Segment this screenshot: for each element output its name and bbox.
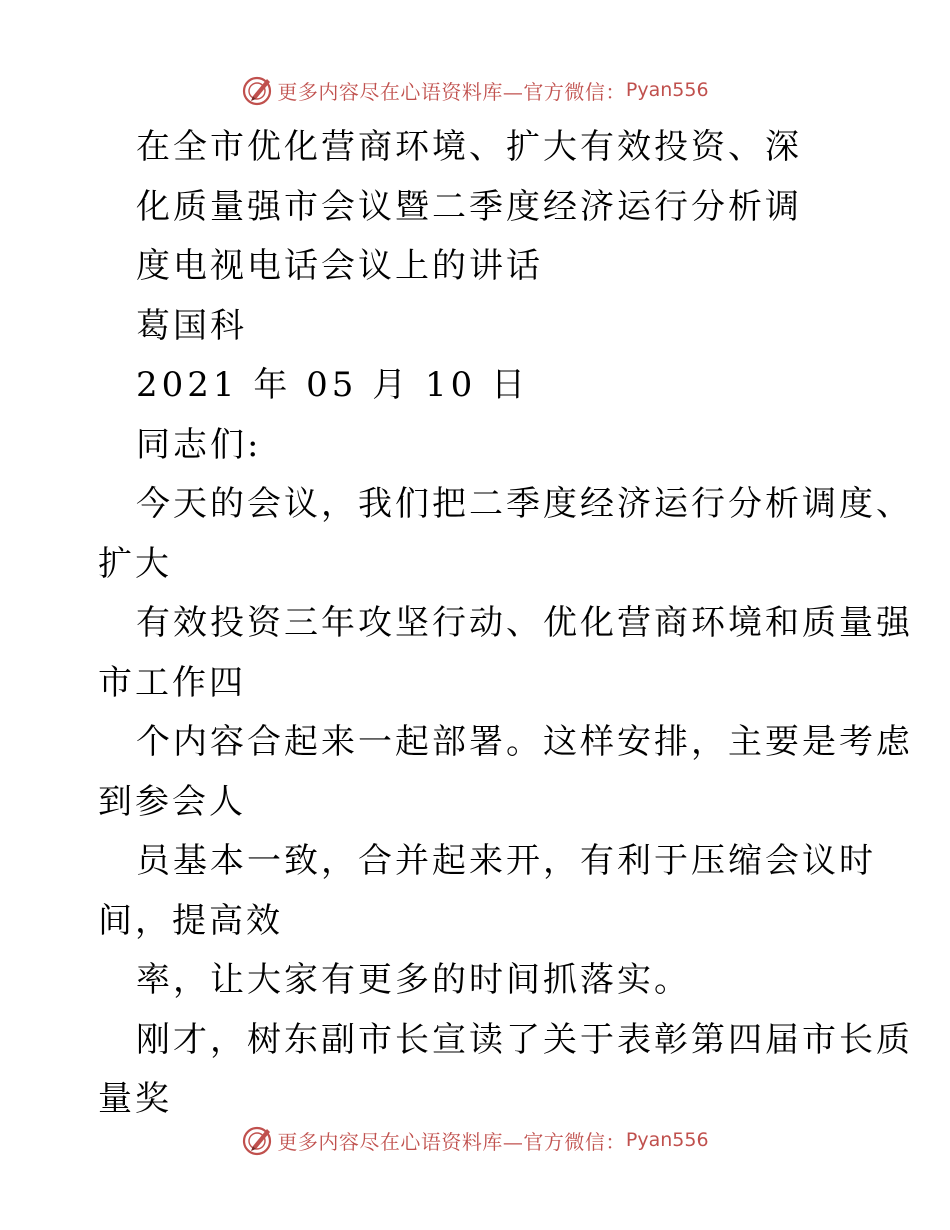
body-line: 量奖 bbox=[98, 1079, 172, 1119]
date: 2021 年 05 月 10 日 bbox=[136, 365, 530, 405]
header-wechat-id: Pyan556 bbox=[625, 79, 709, 101]
body-line: 员基本一致，合并起来开，有利于压缩会议时 bbox=[136, 841, 876, 881]
footer-wechat-id: Pyan556 bbox=[625, 1129, 709, 1151]
footer-banner bbox=[0, 1120, 950, 1160]
salutation: 同志们: bbox=[136, 424, 262, 465]
title-line-1: 在全市优化营商环境、扩大有效投资、深 bbox=[136, 127, 802, 167]
body-line: 今天的会议，我们把二季度经济运行分析调度、 bbox=[136, 484, 913, 524]
author: 葛国科 bbox=[136, 305, 247, 346]
body-line: 到参会人 bbox=[98, 781, 246, 822]
body-line: 间，提高效 bbox=[98, 900, 283, 941]
document-body bbox=[98, 118, 913, 1130]
body-line: 市工作四 bbox=[98, 662, 246, 703]
header-banner bbox=[0, 70, 950, 110]
body-line: 率，让大家有更多的时间抓落实。 bbox=[136, 960, 691, 1000]
title-line-2: 化质量强市会议暨二季度经济运行分析调 bbox=[136, 186, 802, 227]
body-line: 刚才，树东副市长宣读了关于表彰第四届市长质 bbox=[136, 1019, 913, 1060]
paragraph-block bbox=[98, 475, 913, 1130]
body-line: 有效投资三年攻坚行动、优化营商环境和质量强 bbox=[136, 603, 913, 643]
footer-banner-text: 更多内容尽在心语资料库—官方微信： bbox=[277, 1129, 626, 1154]
title-line-3: 度电视电话会议上的讲话 bbox=[136, 246, 543, 286]
body-line: 个内容合起来一起部署。这样安排，主要是考虑 bbox=[136, 722, 913, 762]
header-banner-text: 更多内容尽在心语资料库—官方微信： bbox=[277, 79, 626, 104]
pen-logo-icon bbox=[241, 73, 275, 107]
pen-logo-icon bbox=[241, 1123, 275, 1157]
body-line: 扩大 bbox=[98, 543, 172, 584]
